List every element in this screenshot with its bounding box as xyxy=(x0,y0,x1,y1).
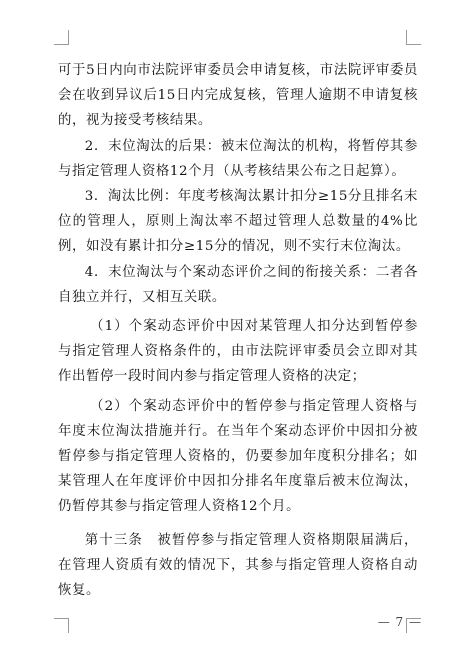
paragraph-item-4: 4．末位淘汰与个案动态评价之间的衔接关系：二者各自独立并行，又相互关联。 xyxy=(58,264,418,305)
crop-mark-top-right xyxy=(406,30,421,45)
paragraph-article-13: 第十三条 被暂停参与指定管理人资格期限届满后，在管理人资质有效的情况下，其参与指定管理人资格自动恢复。 xyxy=(58,532,418,599)
crop-mark-top-left xyxy=(54,30,69,45)
paragraph-subitem-1: （1）个案动态评价中因对某管理人扣分达到暂停参与指定管理人资格条件的，由市法院评审委员会立即对其作出暂停一段时间内参与指定管理人资格的决定； xyxy=(58,319,418,385)
crop-mark-bottom-left xyxy=(54,618,69,633)
paragraph-subitem-2: （2）个案动态评价中的暂停参与指定管理人资格与年度末位淘汰措施并行。在当年个案动态评价中因扣分被暂停参与指定管理人资格的，仍要参加年度积分排名；如某管理人在年度评价中因扣分排名年度靠后被末位淘汰，仍暂停其参与指定管理人资格12个月。 xyxy=(58,398,418,515)
paragraph-continuation: 可于5日内向市法院评审委员会申请复核，市法院评审委员会在收到异议后15日内完成复核，管理人逾期不申请复核的，视为接受考核结果。 xyxy=(58,63,418,129)
body-text xyxy=(58,58,418,603)
paragraph-item-2: 2．末位淘汰的后果：被末位淘汰的机构，将暂停其参与指定管理人资格12个月（从考核结果公布之日起算）。 xyxy=(58,138,418,179)
page-number: — 7 — xyxy=(377,615,422,629)
paragraph-item-3: 3．淘汰比例：年度考核淘汰累计扣分≥15分且排名末位的管理人，原则上淘汰率不超过管理人总数量的4%比例，如没有累计扣分≥15分的情况，则不实行末位淘汰。 xyxy=(58,189,418,255)
